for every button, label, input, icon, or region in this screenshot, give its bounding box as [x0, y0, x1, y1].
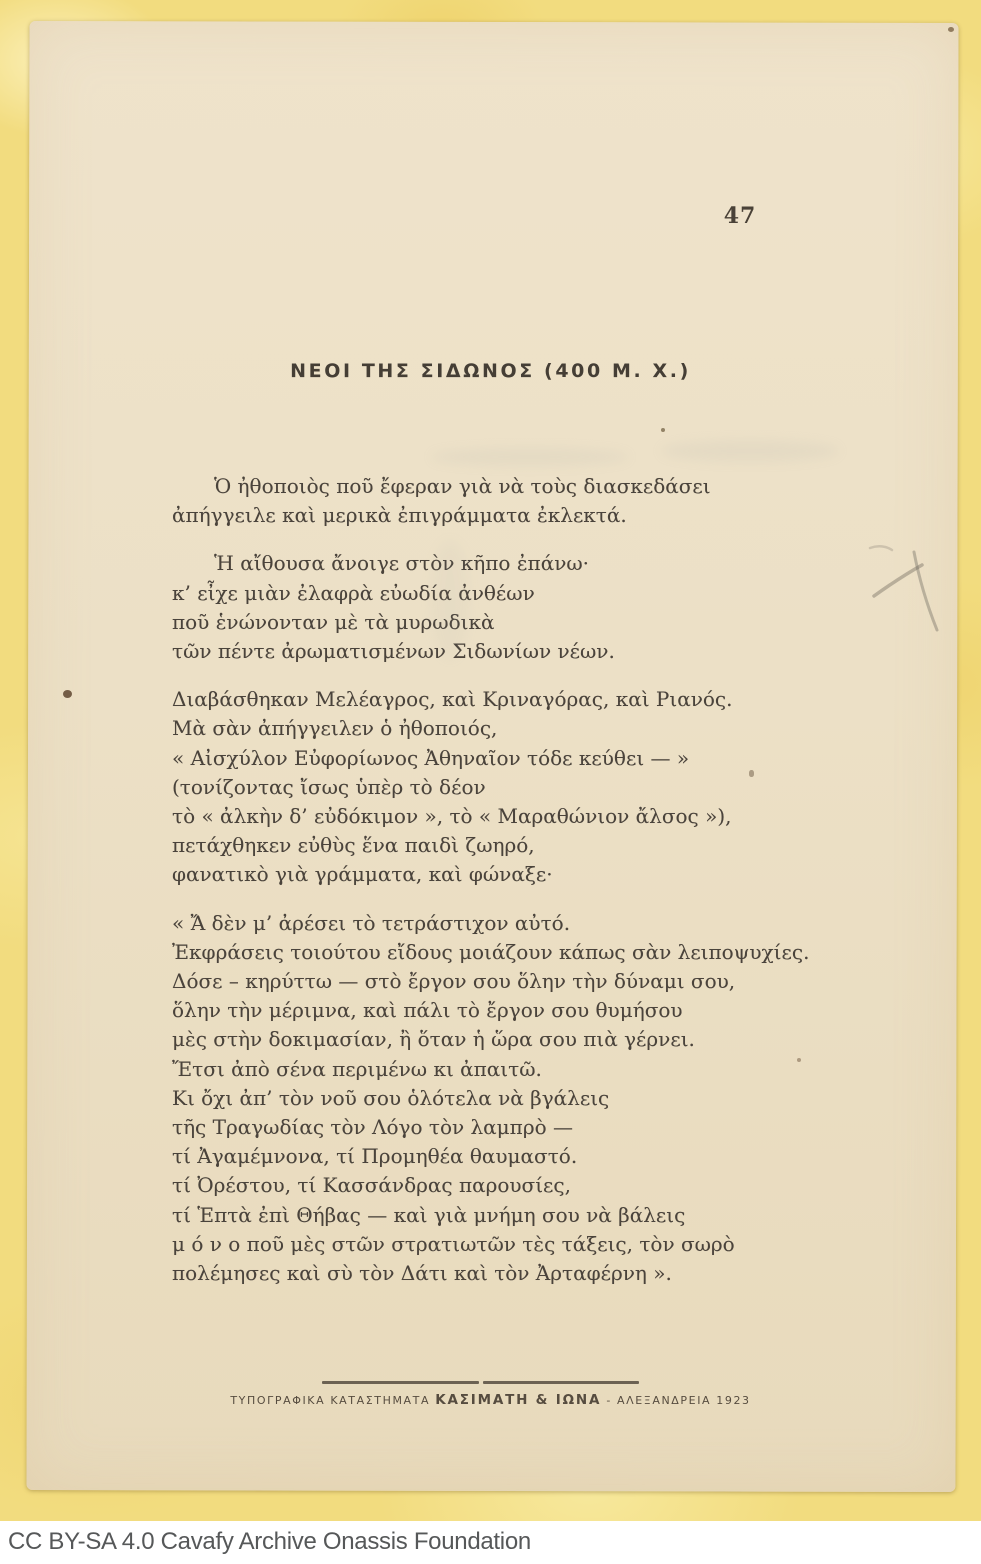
poem-line: πετάχθηκεν εὐθὺς ἕνα παιδὶ ζωηρό,: [172, 833, 535, 858]
imprint-suffix: - ΑΛΕΞΑΝΔΡΕΙΑ 1923: [606, 1394, 751, 1407]
poem-stanza: [172, 909, 872, 1289]
poem-stanza: [172, 685, 872, 889]
poem-line: μ ό ν ο ποῦ μὲς στῶν στρατιωτῶν τὲς τάξεις, τὸν σωρὸ: [172, 1231, 735, 1256]
poem-line: Ἔτσι ἀπὸ σένα περιμένω κι ἀπαιτῶ.: [172, 1056, 542, 1081]
poem-title: ΝΕΟΙ ΤΗΣ ΣΙΔΩΝΟΣ (400 Μ. Χ.): [290, 360, 691, 382]
imprint-rule-left: [322, 1381, 479, 1384]
poem-line: ἀπήγγειλε καὶ μερικὰ ἐπιγράμματα ἐκλεκτά.: [172, 503, 627, 528]
license-text: CC BY-SA 4.0 Cavafy Archive Onassis Foundation: [8, 1528, 531, 1555]
printer-imprint: [0, 1392, 981, 1408]
poem-line: τὸ « ἀλκὴν δ’ εὐδόκιμον », τὸ « Μαραθώνιον ἄλσος »),: [172, 804, 732, 829]
license-bar: [0, 1521, 981, 1564]
ink-speck: [661, 428, 665, 432]
imprint-prefix: ΤΥΠΟΓΡΑΦΙΚΑ ΚΑΤΑΣΤΗΜΑΤΑ: [230, 1394, 431, 1407]
poem-line: « Ἄ δὲν μ’ ἀρέσει τὸ τετράστιχον αὐτό.: [172, 910, 571, 935]
poem-line: τῶν πέντε ἀρωματισμένων Σιδωνίων νέων.: [172, 639, 615, 664]
poem-line: τί Ἑπτὰ ἐπὶ Θήβας — καὶ γιὰ μνήμη σου νὰ βάλεις: [172, 1202, 686, 1227]
poem-line: Κι ὄχι ἀπ’ τὸν νοῦ σου ὁλότελα νὰ βγάλεις: [172, 1085, 610, 1110]
poem-line: Ἡ αἴθουσα ἄνοιγε στὸν κῆπο ἐπάνω·: [214, 551, 590, 576]
poem-line: Ὁ ἠθοποιὸς ποῦ ἔφεραν γιὰ νὰ τοὺς διασκεδάσει: [214, 474, 711, 498]
ink-speck: [749, 770, 754, 777]
page-number: 47: [723, 203, 757, 229]
poem-line: Διαβάσθηκαν Μελέαγρος, καὶ Κριναγόρας, καὶ Ριανός.: [172, 687, 733, 712]
poem-line: Δόσε – κηρύττω — στὸ ἔργον σου ὅλην τὴν δύναμι σου,: [172, 969, 736, 994]
poem-line: « Αἰσχύλον Εὐφορίωνος Ἀθηναῖον τόδε κεύθει — »: [172, 745, 690, 770]
poem-line: μὲς στὴν δοκιμασίαν, ἢ ὅταν ἡ ὥρα σου πιὰ γέρνει.: [172, 1027, 695, 1052]
ink-speck: [63, 690, 72, 698]
poem-stanza: [172, 549, 872, 666]
poem-line: τί Ὀρέστου, τί Κασσάνδρας παρουσίες,: [172, 1173, 571, 1198]
ink-speck: [948, 27, 954, 32]
ink-speck: [797, 1058, 801, 1062]
pencil-x-mark: [848, 538, 958, 648]
ink-bleed-smudge: [430, 540, 470, 660]
poem-line: πολέμησες καὶ σὺ τὸν Δάτι καὶ τὸν Ἀρταφέρνη ».: [172, 1261, 672, 1286]
ink-bleed-smudge: [660, 440, 840, 462]
poem-line: ποῦ ἑνώνονταν μὲ τὰ μυρωδικὰ: [172, 609, 495, 634]
poem-line: Μὰ σὰν ἀπήγγειλεν ὁ ἠθοποιός,: [172, 716, 498, 741]
poem-line: κ’ εἶχε μιὰν ἐλαφρὰ εὐωδία ἀνθέων: [172, 580, 535, 605]
poem-stanza: [172, 472, 872, 530]
poem-line: τί Ἀγαμέμνονα, τί Προμηθέα θαυμαστό.: [172, 1144, 578, 1169]
poem-line: φανατικὸ γιὰ γράμματα, καὶ φώναξε·: [172, 862, 553, 887]
poem-line: ὅλην τὴν μέριμνα, καὶ πάλι τὸ ἔργον σου θυμήσου: [172, 998, 683, 1023]
poem-body: [172, 472, 872, 1307]
imprint-printer-name: ΚΑΣΙΜΑΤΗ & ΙΩΝΑ: [435, 1392, 602, 1408]
poem-line: τῆς Τραγωδίας τὸν Λόγο τὸν λαμπρὸ —: [172, 1115, 573, 1140]
ink-bleed-smudge: [430, 448, 630, 466]
poem-line: (τονίζοντας ἴσως ὑπὲρ τὸ δέον: [172, 774, 486, 799]
poem-line: Ἐκφράσεις τοιούτου εἴδους μοιάζουν κάπως σὰν λειποψυχίες.: [172, 939, 810, 964]
imprint-rule-right: [483, 1381, 639, 1384]
